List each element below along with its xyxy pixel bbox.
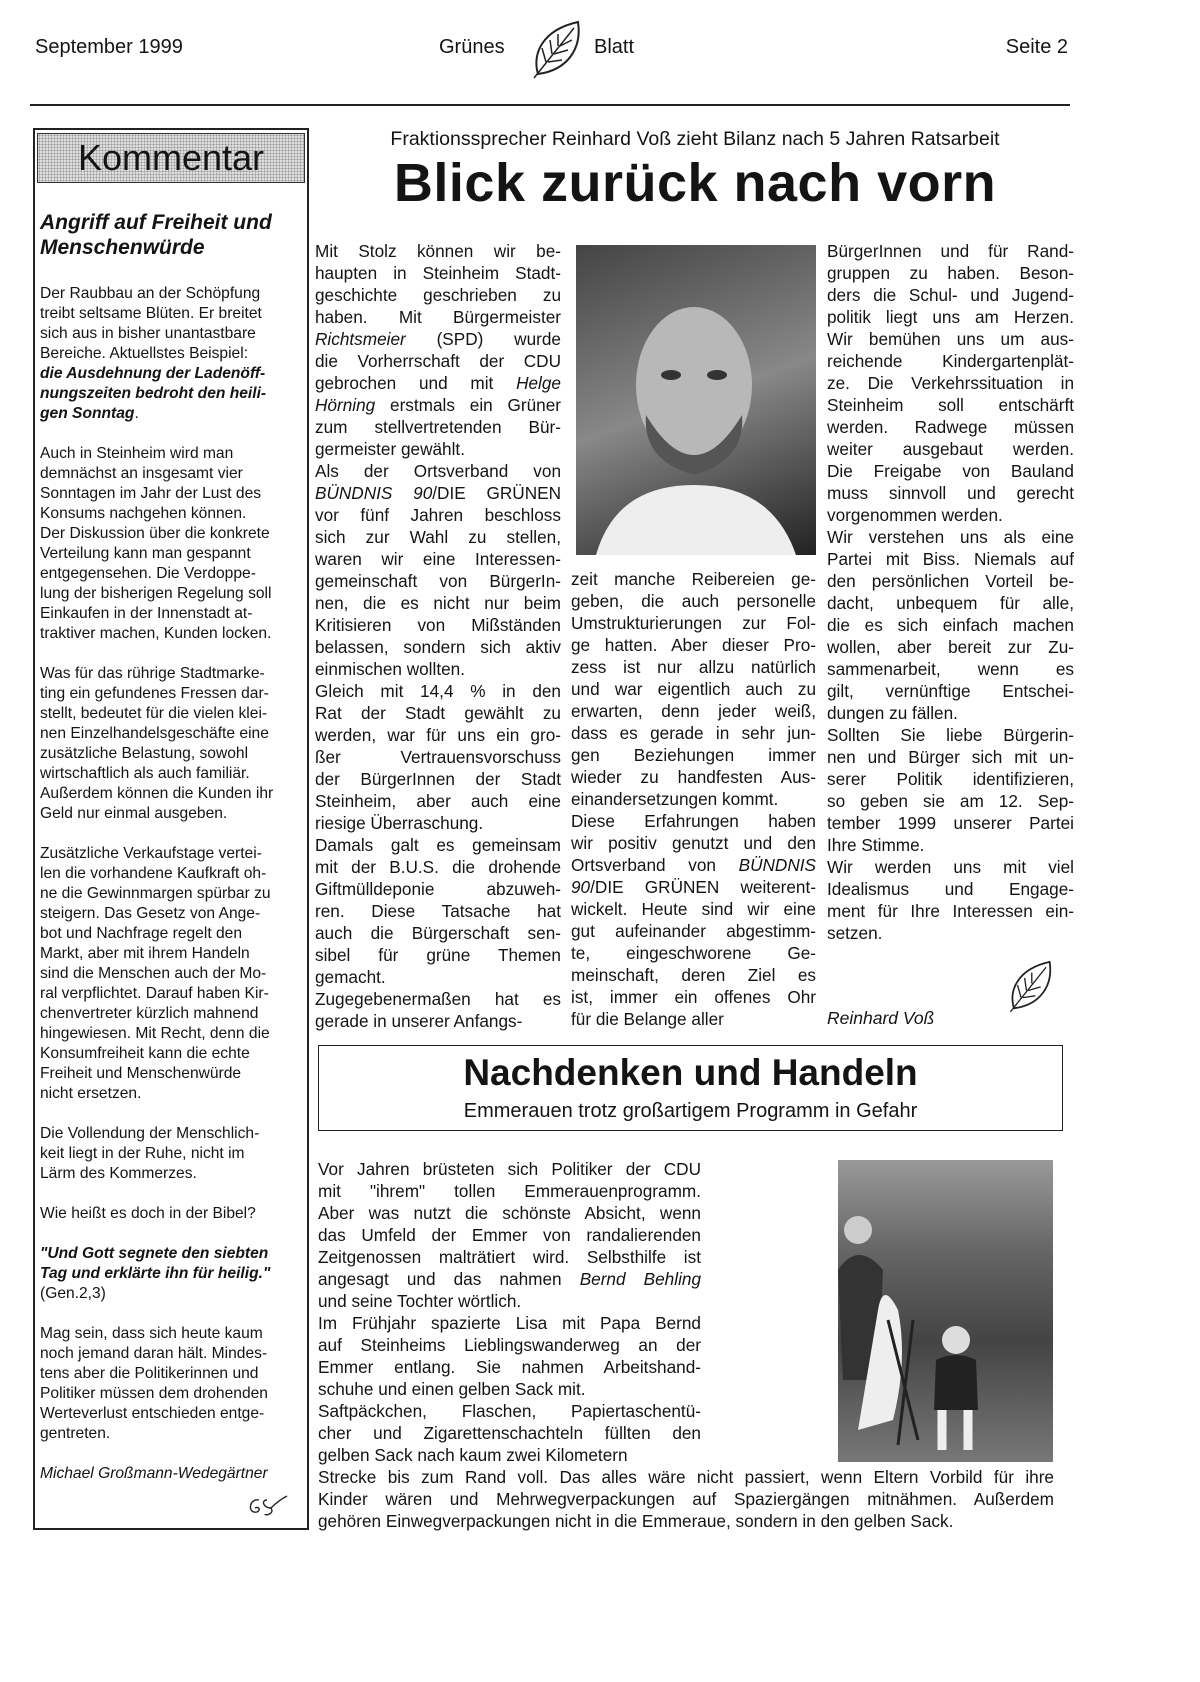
article-column-1: [315, 240, 561, 1032]
emphasis-text: Tag und erklärte ihn für heilig.": [40, 1265, 271, 1282]
text-segment: erstmals ein Grüner: [375, 395, 561, 415]
text-line: Werteverlust entschieden entge-: [40, 1405, 265, 1422]
emphasis-text: Helge: [516, 373, 561, 393]
emphasis-text: BÜNDNIS: [738, 855, 816, 875]
initials-signature: [245, 1494, 290, 1525]
text-line: einandersetzungen kommt.: [571, 789, 779, 809]
text-line: gilt, vernünftige Entschei-: [827, 681, 1074, 701]
text-line: Sonntagen im Jahr der Lust des: [40, 485, 262, 502]
text-line: gemeinschaft von BürgerIn-: [315, 571, 561, 591]
text-line: Bereiche. Aktuellstes Beispiel:: [40, 345, 249, 362]
paragraph: [40, 444, 302, 644]
text-line: gut aufeinander abgestimm-: [571, 921, 816, 941]
text-line: reichende Kindergartenplät-: [827, 351, 1074, 371]
text-line: germeister gewählt.: [315, 439, 465, 459]
text-line: wir positiv genutzt und den: [571, 833, 816, 853]
paragraph: [571, 568, 816, 810]
text-line: Partei mit Biss. Niemals auf: [827, 549, 1074, 569]
text-line: wirtschaftlich als auch familiär.: [40, 765, 250, 782]
text-line: [40, 404, 302, 424]
text-line: und seine Tochter wörtlich.: [318, 1291, 522, 1311]
text-line: haben. Mit Bürgermeister: [315, 307, 561, 327]
paragraph: [40, 1204, 302, 1224]
text-line: tember 1999 unserer Partei: [827, 813, 1074, 833]
text-line: ting ein gefundenes Fressen dar-: [40, 685, 269, 702]
text-line: Wir werden uns mit viel: [827, 857, 1074, 877]
leaf-icon: [1005, 955, 1055, 1017]
text-line: Lärm des Kommerzes.: [40, 1165, 197, 1182]
text-line: mit "ihrem" tollen Emmerauenprogramm.: [318, 1181, 701, 1201]
emphasis-text: gen Sonntag: [40, 405, 135, 422]
page-number: Seite 2: [1005, 36, 1068, 58]
text-line: Geld nur einmal ausgeben.: [40, 805, 228, 822]
text-line: werden, war für uns ein gro-: [315, 725, 561, 745]
text-line: tens aber die Politikerinnen und: [40, 1365, 259, 1382]
paragraph: [40, 1244, 302, 1304]
text-line: demnächst an insgesamt vier: [40, 465, 243, 482]
text-line: sammenarbeit, wenn es: [827, 659, 1074, 679]
text-line: [315, 394, 561, 416]
paragraph: [318, 1312, 701, 1400]
text-line: Die Vollendung der Menschlich-: [40, 1125, 260, 1142]
text-line: lung der bisherigen Regelung soll: [40, 585, 272, 602]
text-line: gehören Einwegverpackungen nicht in die Emmeraue, sondern in den gelben Sack.: [318, 1511, 954, 1531]
text-line: [40, 1244, 302, 1264]
text-line: sich zur Wahl zu stellen,: [315, 527, 561, 547]
text-line: [571, 854, 816, 876]
text-line: zess ist nur allzu natürlich: [571, 657, 816, 677]
text-line: Gleich mit 14,4 % in den: [315, 681, 561, 701]
text-line: sibel für grüne Themen: [315, 945, 561, 965]
text-line: ze. Die Verkehrssituation in: [827, 373, 1074, 393]
text-line: Sollten Sie liebe Bürgerin-: [827, 725, 1074, 745]
text-line: Der Raubbau an der Schöpfung: [40, 285, 261, 302]
text-line: haupten in Steinheim Stadt-: [315, 263, 561, 283]
text-line: Konsumfreiheit kann die echte: [40, 1045, 250, 1062]
text-line: und war eigentlich auch zu: [571, 679, 816, 699]
text-segment: Ortsverband von: [571, 855, 739, 875]
text-line: ist, immer ein offenes Ohr: [571, 987, 816, 1007]
text-line: Auch in Steinheim wird man: [40, 445, 234, 462]
article-kicker: Fraktionssprecher Reinhard Voß zieht Bilanz nach 5 Jahren Ratsarbeit: [390, 128, 1000, 150]
issue-date: September 1999: [35, 36, 183, 58]
text-line: steigern. Das Gesetz von Ange-: [40, 905, 261, 922]
text-line: [40, 1264, 302, 1284]
kommentar-title-line: Angriff auf Freiheit und: [40, 211, 272, 234]
text-line: gelben Sack nach kaum zwei Kilometern: [318, 1445, 628, 1465]
text-line: Umstrukturierungen zur Fol-: [571, 613, 816, 633]
text-line: mit der B.U.S. die drohende: [315, 857, 561, 877]
text-line: vor fünf Jahren beschloss: [315, 505, 561, 525]
text-line: geschichte geschrieben zu: [315, 285, 561, 305]
father-daughter-photo: [838, 1160, 1053, 1462]
text-segment: /DIE GRÜNEN: [432, 483, 561, 503]
text-line: [571, 876, 816, 898]
text-line: dacht, unbequem für alle,: [827, 593, 1074, 613]
paragraph: [571, 810, 816, 1030]
paragraph: [315, 834, 561, 988]
text-segment: angesagt und das nahmen: [318, 1269, 580, 1289]
emphasis-text: BÜNDNIS 90: [315, 483, 433, 503]
text-line: einmischen wollten.: [315, 659, 465, 679]
paragraph: [318, 1158, 701, 1312]
emphasis-text: Hörning: [315, 395, 376, 415]
paragraph: [827, 724, 1074, 856]
text-line: Aber was nutzt die schönste Absicht, wenn: [318, 1203, 701, 1223]
text-line: zum stellvertretenden Bür-: [315, 417, 561, 437]
emphasis-text: Bernd Behling: [579, 1269, 701, 1289]
text-line: cher und Zigarettenschachteln füllten den: [318, 1423, 701, 1443]
text-line: Steinheim soll entschärft: [827, 395, 1074, 415]
paragraph: [40, 284, 302, 424]
article-column-3: [827, 240, 1074, 944]
text-line: waren wir eine Interessen-: [315, 549, 561, 569]
text-line: gen Beziehungen immer: [571, 745, 816, 765]
text-line: das Umfeld der Emmer von randalierenden: [318, 1225, 701, 1245]
text-line: Was für das rührige Stadtmarke-: [40, 665, 265, 682]
text-line: erwarten, denn jeder weiß,: [571, 701, 816, 721]
text-line: Diese Erfahrungen haben: [571, 811, 816, 831]
paragraph: [40, 1464, 302, 1484]
article2-text-wide: [318, 1466, 1054, 1532]
emphasis-text: nungszeiten bedroht den heili-: [40, 385, 267, 402]
article-headline: Blick zurück nach vorn: [393, 153, 997, 213]
text-line: BürgerInnen und für Rand-: [827, 241, 1074, 261]
article2-subtitle: Emmerauen trotz großartigem Programm in Gefahr: [463, 1100, 918, 1122]
text-line: Markt, aber mit ihrem Handeln: [40, 945, 250, 962]
text-line: [315, 372, 561, 394]
text-line: Zugegebenermaßen hat es: [315, 989, 561, 1009]
text-line: [315, 482, 561, 504]
paragraph: [315, 680, 561, 834]
text-line: nen Einzelhandelsgeschäfte eine: [40, 725, 269, 742]
text-line: zusätzliche Belastung, sowohl: [40, 745, 249, 762]
text-line: Freiheit und Menschenwürde: [40, 1065, 242, 1082]
text-line: entgegensehen. Die Verdoppe-: [40, 565, 256, 582]
article-author: Reinhard Voß: [827, 1008, 935, 1028]
text-line: Saftpäckchen, Flaschen, Papiertaschentü-: [318, 1401, 701, 1421]
text-line: keit liegt in der Ruhe, nicht im: [40, 1145, 245, 1162]
portrait-photo: [576, 245, 816, 555]
text-line: ment für Ihre Interessen ein-: [827, 901, 1074, 921]
text-line: stellt, bedeutet für die vielen klei-: [40, 705, 268, 722]
text-line: weiter ausgebaut werden.: [827, 439, 1074, 459]
article-column-2: [571, 568, 816, 1030]
paragraph: [318, 1466, 1054, 1532]
text-line: Der Diskussion über die konkrete: [40, 525, 270, 542]
text-line: nen, die es nicht nur beim: [315, 593, 561, 613]
paragraph: [40, 1124, 302, 1184]
text-line: (Gen.2,3): [40, 1285, 106, 1302]
emphasis-text: "Und Gott segnete den siebten: [40, 1245, 269, 1262]
text-line: [318, 1268, 701, 1290]
kommentar-title-line: Menschenwürde: [40, 236, 205, 259]
text-line: ne die Gewinnmargen spürbar zu: [40, 885, 271, 902]
text-line: geben, die auch personelle: [571, 591, 816, 611]
text-line: Konsums nachgehen können.: [40, 505, 247, 522]
text-line: Zeitgenossen malträtiert wird. Selbsthilfe ist: [318, 1247, 701, 1267]
text-line: Einkaufen in der Innenstadt at-: [40, 605, 253, 622]
text-line: [40, 364, 302, 384]
text-line: gerade in unserer Anfangs-: [315, 1011, 523, 1031]
leaf-icon: [528, 18, 584, 80]
text-line: auch die Bürgerschaft sen-: [315, 923, 561, 943]
text-line: Steinheim, aber auch eine: [315, 791, 561, 811]
text-line: riesige Überraschung.: [315, 813, 484, 833]
paragraph: [827, 856, 1074, 944]
text-line: der BürgerInnen der Stadt: [315, 769, 561, 789]
text-line: ders die Schul- und Jugend-: [827, 285, 1074, 305]
text-line: Zusätzliche Verkaufstage vertei-: [40, 845, 262, 862]
text-line: nen und Bürger sich mit un-: [827, 747, 1074, 767]
text-line: ge hatten. Aber dieser Pro-: [571, 635, 816, 655]
text-line: Wie heißt es doch in der Bibel?: [40, 1205, 256, 1222]
text-line: gruppen zu haben. Beson-: [827, 263, 1074, 283]
text-line: Wir bemühen uns um aus-: [827, 329, 1074, 349]
text-segment: (SPD) wurde: [405, 329, 561, 349]
text-line: Als der Ortsverband von: [315, 461, 561, 481]
article2-text-narrow: [318, 1158, 701, 1466]
text-line: meinschaft, deren Ziel es: [571, 965, 816, 985]
text-line: bot und Nachfrage regelt den: [40, 925, 242, 942]
text-line: wollen, aber bereit zur Zu-: [827, 637, 1074, 657]
text-line: setzen.: [827, 923, 883, 943]
text-line: len die vorhandene Kaufkraft oh-: [40, 865, 267, 882]
masthead-left: Grünes: [439, 36, 505, 58]
text-line: vorgenommen werden.: [827, 505, 1003, 525]
text-line: te, eingeschworene Ge-: [571, 943, 816, 963]
text-line: Politiker müssen dem drohenden: [40, 1385, 268, 1402]
kommentar-label: [37, 133, 305, 183]
text-line: ral verpflichtet. Darauf haben Kir-: [40, 985, 269, 1002]
masthead-right: Blatt: [594, 36, 635, 58]
text-line: die Vorherrschaft der CDU: [315, 351, 561, 371]
emphasis-text: Richtsmeier: [315, 329, 406, 349]
text-line: den persönlichen Vorteil be-: [827, 571, 1074, 591]
text-segment: .: [134, 405, 139, 422]
text-line: die es sich einfach machen: [827, 615, 1074, 635]
text-line: dungen zu fällen.: [827, 703, 958, 723]
paragraph: [315, 988, 561, 1032]
text-line: Rat der Stadt gewählt zu: [315, 703, 561, 723]
text-line: so geben sie am 12. Sep-: [827, 791, 1074, 811]
text-line: Idealismus und Engage-: [827, 879, 1074, 899]
text-line: Emmer entlang. Sie nahmen Arbeitshand-: [318, 1357, 701, 1377]
text-line: werden. Radwege müssen: [827, 417, 1074, 437]
text-line: Kritisieren von Mißständen: [315, 615, 561, 635]
text-line: [40, 1464, 302, 1484]
text-line: sind die Menschen auch der Mo-: [40, 965, 267, 982]
paragraph: [318, 1400, 701, 1466]
text-line: belassen, sondern sich aktiv: [315, 637, 561, 657]
text-line: wieder zu handfesten Aus-: [571, 767, 816, 787]
text-line: Außerdem können die Kunden ihr: [40, 785, 274, 802]
text-line: auf Steinheims Lieblingswanderweg an der: [318, 1335, 701, 1355]
text-line: treibt seltsame Blüten. Er breitet: [40, 305, 262, 322]
text-line: gemacht.: [315, 967, 386, 987]
text-line: chenvertreter kürzlich mahnend: [40, 1005, 259, 1022]
text-line: sich aus in bisher unantastbare: [40, 325, 256, 342]
text-line: [40, 384, 302, 404]
text-segment: gebrochen und mit: [315, 373, 517, 393]
text-line: Kinder wären und Mehrwegverpackungen auf Spaziergängen mitnähmen. Außerdem: [318, 1489, 1054, 1509]
kommentar-title: [40, 210, 308, 260]
text-line: Die Freigabe von Bauland: [827, 461, 1074, 481]
text-line: Wir verstehen uns als eine: [827, 527, 1074, 547]
text-line: schuhe und einen gelben Sack mit.: [318, 1379, 586, 1399]
kommentar-label-text: Kommentar: [77, 137, 265, 178]
text-line: Verteilung kann man gespannt: [40, 545, 251, 562]
text-line: [315, 328, 561, 350]
text-line: serer Politik identifizieren,: [827, 769, 1074, 789]
paragraph: [40, 844, 302, 1104]
text-line: für die Belange aller: [571, 1009, 724, 1029]
paragraph: [315, 460, 561, 680]
text-line: nicht ersetzen.: [40, 1085, 142, 1102]
text-line: ren. Diese Tatsache hat: [315, 901, 561, 921]
text-line: muss sinnvoll und gerecht: [827, 483, 1074, 503]
text-line: gentreten.: [40, 1425, 111, 1442]
text-line: Vor Jahren brüsteten sich Politiker der CDU: [318, 1159, 701, 1179]
paragraph: [40, 664, 302, 824]
text-line: ßer Vertrauensvorschuss: [315, 747, 561, 767]
text-line: hingewiesen. Mit Recht, denn die: [40, 1025, 270, 1042]
kommentar-body: [40, 284, 302, 1504]
text-line: Im Frühjahr spazierte Lisa mit Papa Bernd: [318, 1313, 701, 1333]
text-line: Mag sein, dass sich heute kaum: [40, 1325, 263, 1342]
text-line: politik liegt uns am Herzen.: [827, 307, 1074, 327]
text-line: Damals galt es gemeinsam: [315, 835, 561, 855]
text-line: zeit manche Reibereien ge-: [571, 569, 816, 589]
text-line: noch jemand daran hält. Mindes-: [40, 1345, 268, 1362]
text-segment: /DIE GRÜNEN weiterent-: [590, 877, 816, 897]
text-line: wickelt. Heute sind wir eine: [571, 899, 816, 919]
text-line: Mit Stolz können wir be-: [315, 241, 561, 261]
text-line: Giftmülldeponie abzuweh-: [315, 879, 561, 899]
text-line: Strecke bis zum Rand voll. Das alles wäre nicht passiert, wenn Eltern Vorbild für ihre: [318, 1467, 1054, 1487]
emphasis-text: die Ausdehnung der Ladenöff-: [40, 365, 266, 382]
text-line: Ihre Stimme.: [827, 835, 925, 855]
emphasis-text: 90: [571, 877, 591, 897]
header-rule: [30, 104, 1070, 106]
paragraph: [315, 240, 561, 460]
article2-headline: Nachdenken und Handeln: [463, 1052, 918, 1093]
emphasis-text: Michael Großmann-Wedegärtner: [40, 1465, 268, 1482]
text-line: dass es gerade in sehr jun-: [571, 723, 816, 743]
paragraph: [827, 526, 1074, 724]
text-line: traktiver machen, Kunden locken.: [40, 625, 272, 642]
paragraph: [827, 240, 1074, 526]
paragraph: [40, 1324, 302, 1444]
